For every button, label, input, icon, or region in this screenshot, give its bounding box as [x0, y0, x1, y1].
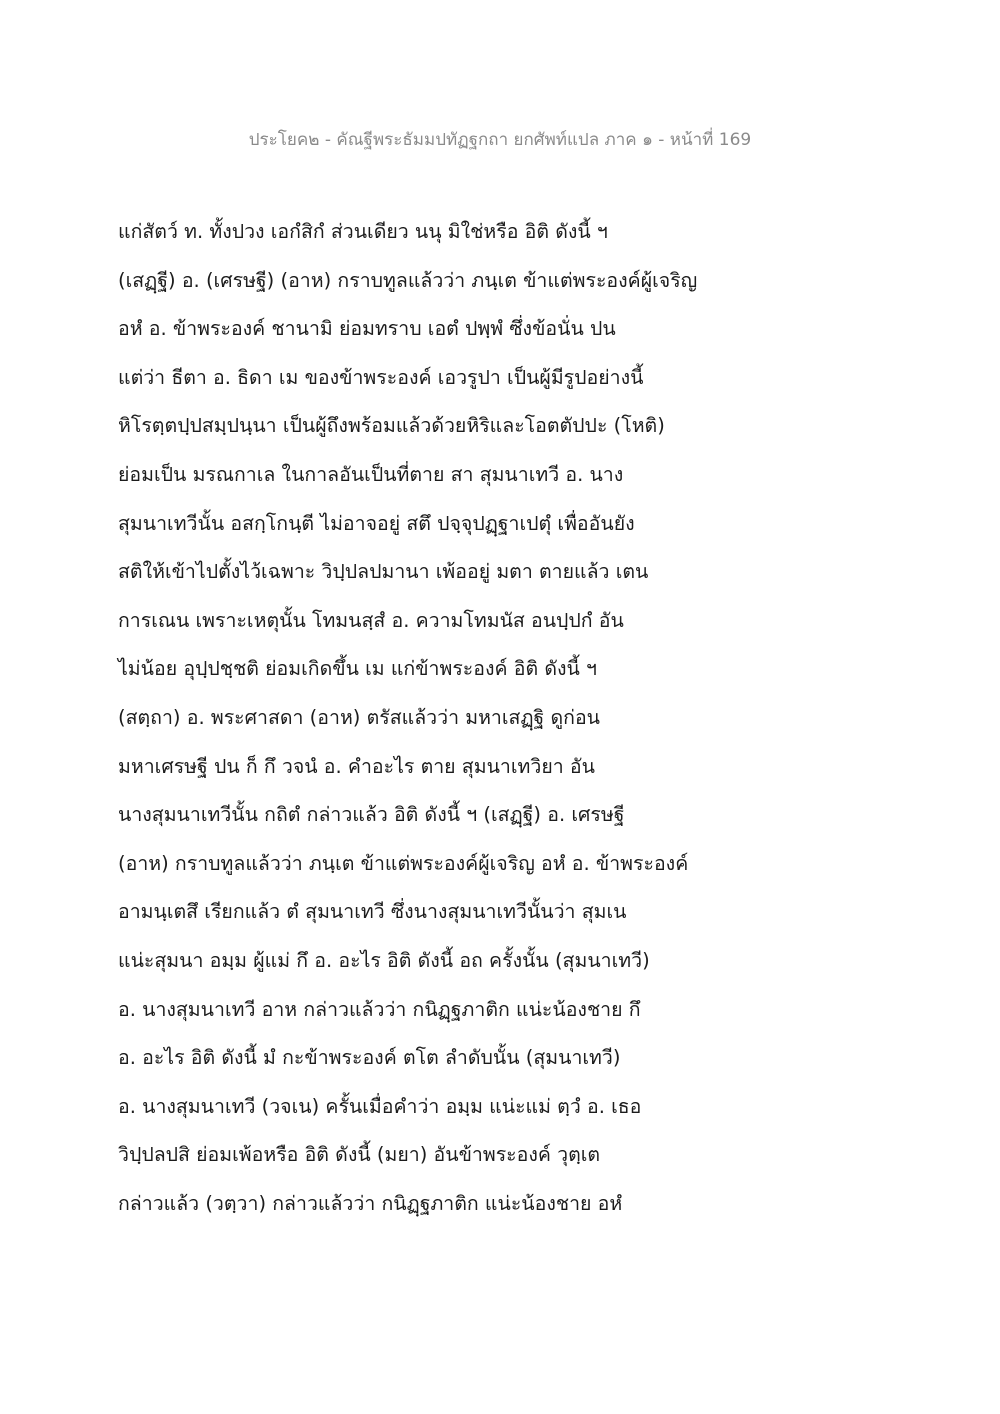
text-line: กล่าวแล้ว (วตฺวา) กล่าวแล้วว่า กนิฏฺฐภาติก แน่ะน้องชาย อหํ [118, 1191, 623, 1215]
text-line: อ. นางสุมนาเทวี อาห กล่าวแล้วว่า กนิฏฺฐภาติก แน่ะน้องชาย กึ [118, 997, 641, 1021]
text-line: มหาเศรษฐี ปน ก็ กึ วจนํ อ. คำอะไร ตาย สุมนาเทวิยา อัน [118, 754, 595, 778]
text-line: ย่อมเป็น มรณกาเล ในกาลอันเป็นที่ตาย สา สุมนาเทวี อ. นาง [118, 462, 624, 486]
text-line: (เสฏฺฐี) อ. (เศรษฐี) (อาห) กราบทูลแล้วว่า ภนฺเต ข้าแต่พระองค์ผู้เจริญ [118, 268, 698, 292]
text-line: อหํ อ. ข้าพระองค์ ชานามิ ย่อมทราบ เอตํ ปพฺพํ ซึ่งข้อนั่น ปน [118, 317, 616, 341]
text-line: แต่ว่า ธีตา อ. ธิดา เม ของข้าพระองค์ เอวรูปา เป็นผู้มีรูปอย่างนี้ [118, 365, 644, 389]
running-header-text: ประโยค๒ - คัณฐีพระธัมมปทัฏฐกถา ยกศัพท์แปล ภาค ๑ - หน้าที่ 169 [248, 130, 752, 150]
text-line: นางสุมนาเทวีนั้น กถิตํ กล่าวแล้ว อิติ ดังนี้ ฯ (เสฏฺฐี) อ. เศรษฐี [118, 803, 625, 827]
text-line: อ. นางสุมนาเทวี (วจเน) ครั้นเมื่อคำว่า อมฺม แน่ะแม่ ตฺวํ อ. เธอ [118, 1094, 642, 1118]
text-line: (อาห) กราบทูลแล้วว่า ภนฺเต ข้าแต่พระองค์ผู้เจริญ อหํ อ. ข้าพระองค์ [118, 851, 689, 875]
text-line: แน่ะสุมนา อมฺม ผู้แม่ กึ อ. อะไร อิติ ดังนี้ อถ ครั้งนั้น (สุมนาเทวี) [118, 948, 650, 972]
page-header [0, 126, 1000, 154]
text-line: อามนฺเตสึ เรียกแล้ว ตํ สุมนาเทวี ซึ่งนางสุมนาเทวีนั้นว่า สุมเน [118, 900, 627, 924]
text-line: สุมนาเทวีนั้น อสกฺโกนฺตี ไม่อาจอยู่ สตึ ปจฺจุปฏฺฐาเปตุํ เพื่ออันยัง [118, 511, 635, 535]
text-line: หิโรตฺตปฺปสมฺปนฺนา เป็นผู้ถึงพร้อมแล้วด้วยหิริและโอตตัปปะ (โหติ) [118, 414, 665, 438]
text-line: (สตฺถา) อ. พระศาสดา (อาห) ตรัสแล้วว่า มหาเสฏฺฐิ ดูก่อน [118, 705, 601, 729]
text-line: วิปฺปลปสิ ย่อมเพ้อหรือ อิติ ดังนี้ (มยา) อันข้าพระองค์ วุตฺเต [118, 1143, 601, 1167]
text-line: สติให้เข้าไปตั้งไว้เฉพาะ วิปฺปลปมานา เพ้ออยู่ มตา ตายแล้ว เตน [118, 560, 649, 584]
text-line: อ. อะไร อิติ ดังนี้ มํ กะข้าพระองค์ ตโต ลำดับนั้น (สุมนาเทวี) [118, 1046, 621, 1070]
page-body [118, 212, 758, 1232]
text-line: การเณน เพราะเหตุนั้น โทมนสฺสํ อ. ความโทมนัส อนปฺปกํ อัน [118, 608, 624, 632]
text-line: ไม่น้อย อุปฺปชฺชติ ย่อมเกิดขึ้น เม แก่ข้าพระองค์ อิติ ดังนี้ ฯ [118, 657, 597, 681]
text-line: แก่สัตว์ ท. ทั้งปวง เอกํสิกํ ส่วนเดียว นนุ มิใช่หรือ อิติ ดังนี้ ฯ [118, 220, 608, 243]
